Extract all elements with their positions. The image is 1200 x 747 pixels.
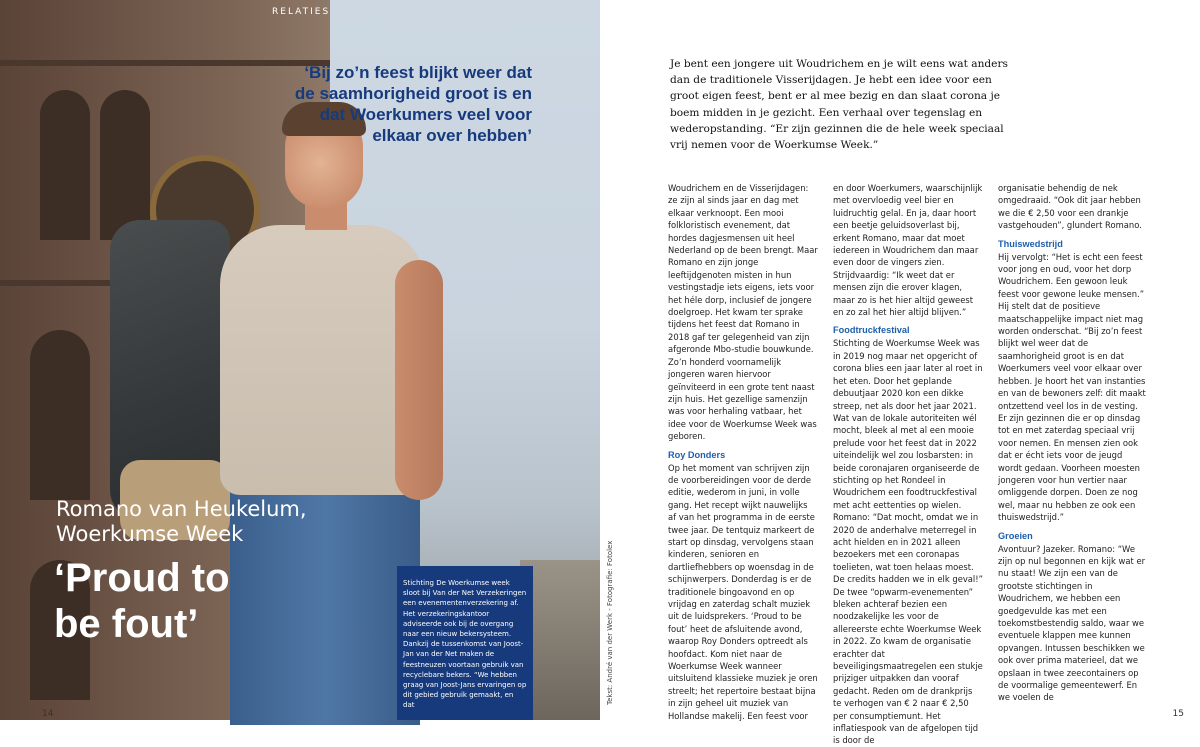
- paragraph: Avontuur? Jazeker. Romano: “We zijn op nul begonnen en kijk wat er nu staat! We zijn een van de grootste stichtingen in Woudrichem, we hebben een goedgevulde kas met een toekomstbestendig saldo, waar we eventuele klappen mee kunnen opvangen. Intussen beschikken we ook over prima materieel, dat we opslaan in twee zeecontainers op de voormalige gemeentewerf. En we voelen de: [998, 543, 1146, 703]
- headline-line2: be fout’: [54, 602, 199, 646]
- section-label: RELATIES: [272, 7, 331, 17]
- tower-window: [40, 90, 90, 240]
- person-name-line2: Woerkumse Week: [56, 522, 244, 546]
- sidebar-box: Stichting De Woerkumse week sloot bij Van der Net Verzekeringen een evenementenverzekering af. Het verzekeringskantoor adviseerde ook bij de overgang naar een nieuw bekersysteem. Dankzij de tussenkomst van Joost-Jan van der Net maken de feestneuzen voortaan gebruik van recyclebare bekers. “We hebben graag van Joost-Jans ervaringen op dit gebied gebruik gemaakt, en dat: [397, 566, 533, 720]
- subheading: Roy Donders: [668, 449, 726, 460]
- page-number-left: 14: [42, 709, 54, 719]
- photo-credit: Tekst: André van der Werk - Fotografie: Fotolex: [606, 540, 614, 705]
- left-page-photo: [0, 0, 600, 720]
- paragraph: Op het moment van schrijven zijn de voorbereidingen voor de derde editie, wederom in juni, in volle gang. Het recept wijkt nauwelijks af van het programma in de eerste twee jaar. De tentquiz markeert de start op dinsdag, vervolgens staan kinderen, senioren en dartliefhebbers op woensdag in de schijnwerpers. Donderdag is er de traditionele bingoavond en op vrijdag en zaterdag schalt muziek uit de luidsprekers. ‘Proud to be fout’ heet de afsluitende avond, waarop Roy Donders optreedt als hoofdact. Kom niet naar de Woerkumse Week wanneer uitsluitend klassieke muziek je oren streelt; het repertoire bestaat bijna in zijn geheel uit muziek van Hollandse makelij. Een feest voor: [668, 462, 818, 721]
- arm: [395, 260, 443, 500]
- intro-paragraph: Je bent een jongere uit Woudrichem en je wilt eens wat anders dan de traditionele Visserijdagen. Je hebt een idee voor een groot eigen feest, bent er al mee bezig en dan slaat corona je boem midden in je gezicht. Een verhaal over tegenslag en wederopstanding. “Er zijn gezinnen die de hele week speciaal vrij nemen voor de Woerkumse Week.”: [670, 58, 1008, 152]
- article-column-2: [833, 182, 983, 747]
- page-number-right: 15: [1172, 709, 1184, 719]
- article-column-3: [998, 182, 1148, 704]
- subheading: Foodtruckfestival: [833, 325, 910, 336]
- paragraph: Hij vervolgt: “Het is echt een feest voor jong en oud, voor het dorp Woudrichem. Een gewoon leuk feest voor gewone leuke mensen.” Hij stelt dat de positieve maatschappelijke impact niet mag worden onderschat. “Bij zo’n feest blijkt wel weer dat de saamhorigheid groot is en dat Woerkumers veel voor elkaar over hebben. Je hoort het van instanties en van de bewoners zelf: dit maakt ontzettend veel los in de vesting. Er zijn gezinnen die er op dinsdag tot en met zaterdag speciaal vrij voor nemen. En mensen zien ook dat er écht iets voor de jeugd wordt gedaan. Voorheen moesten jongeren voor hun vertier naar omliggende dorpen. Doen ze nog wel, maar nu hebben ze ook een thuiswedstrijd.”: [998, 251, 1146, 523]
- headline: [54, 555, 230, 647]
- right-page-article: [600, 0, 1200, 746]
- article-column-1: [668, 182, 818, 722]
- tower-band: [0, 60, 330, 66]
- paragraph: Stichting de Woerkumse Week was in 2019 nog maar net opgericht of corona blies een jaar later al roet in het eten. Door het geplande debuutjaar 2020 kon een dikke streep, net als door het jaar 2021. Wat van de lokale autoriteiten wél mocht, bleek al met al een mooie prelude voor het feest dat in 2022 uiteindelijk wel zou losbarsten: in beide coronajaren organiseerde de stichting op het Rondeel in Woudrichem een foodtruckfestival met acht eettenties op wielen. Romano: “Dat mocht, omdat we in 2020 de anderhalve meterregel in acht hielden en in 2021 alleen bezoekers met een coronapas toelieten, wat toen helaas moest. De credits hadden we in elk geval!” De twee “opwarm-evenementen” bleken achteraf bezien een noodzakelijke les voor de allereerste echte Woerkumse Week in 2022. Zo kwam de organisatie erachter dat beveiligingsmaatregelen een stukje prijziger uitpakken dan vooraf gedacht. Reden om de drankprijs te verhogen van € 2 naar € 2,50 per consumptiemunt. Het inflatiespook van de afgelopen tijd is door de: [833, 338, 983, 746]
- person-name-line1: Romano van Heukelum,: [56, 497, 307, 521]
- headline-line1: ‘Proud to: [54, 556, 230, 600]
- subheading: Thuiswedstrijd: [998, 238, 1063, 249]
- paragraph: organisatie behendig de nek omgedraaid. “Ook dit jaar hebben we die € 2,50 voor een drankje vastgehouden”, glundert Romano.: [998, 183, 1142, 231]
- paragraph: Woudrichem en de Visserijdagen: ze zijn al sinds jaar en dag met elkaar verknoopt. Een mooi folkloristisch evenement, dat hordes dagjesmensen uit heel Nederland op de been brengt. Maar Romano en zijn jonge leeftijdgenoten misten in hun vestingstadje iets eigens, iets voor het héle dorp, inclusief de jongere doelgroep. Het kwam ter sprake tijdens het feest dat Romano in 2018 gaf ter gelegenheid van zijn afgeronde Mbo-studie bouwkunde. Zo’n honderd voornamelijk jongeren waren hiervoor geïnviteerd in een grote tent naast zijn huis. Het gezellige samenzijn was voor herhaling vatbaar, het idee voor de Woerkumse Week was geboren.: [668, 183, 818, 442]
- person-name: [56, 497, 307, 547]
- tower-window: [30, 330, 90, 500]
- subheading: Groeien: [998, 530, 1033, 541]
- paragraph: en door Woerkumers, waarschijnlijk met overvloedig veel bier en luidruchtig gelal. En ja, daar hoort een beetje geluidsoverlast bij, erkent Romano, maar dat moet iedereen in Woudrichem dan maar even door de vingers zien. Strijdvaardig: “Ik weet dat er mensen zijn die erover klagen, maar zo is het hier altijd geweest en zo zal het hier altijd blijven.”: [833, 183, 983, 318]
- pull-quote: ‘Bij zo’n feest blijkt weer dat de saamhorigheid groot is en dat Woerkumers veel voor elkaar over hebben’: [294, 63, 532, 145]
